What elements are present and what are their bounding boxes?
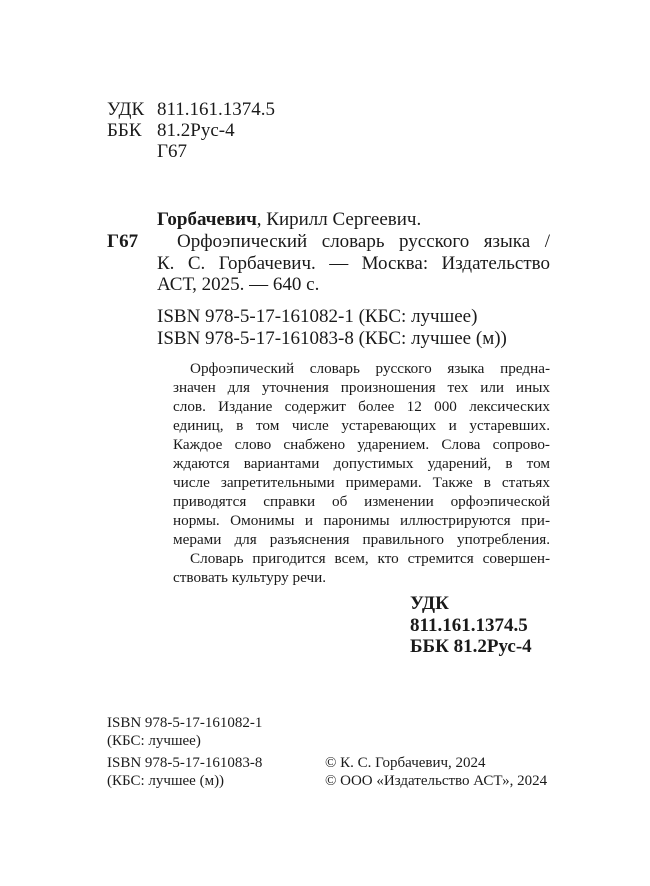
isbn-line: ISBN 978-5-17-161083-8 (КБС: лучшее (м)) [157, 327, 507, 349]
author-surname: Горбачевич [157, 209, 257, 230]
isbn-note: (КБС: лучшее) [107, 733, 201, 749]
annotation-line: Словарь пригодится всем, кто стремится совершен- [190, 550, 550, 567]
author-code: Г67 [157, 141, 187, 162]
right-classification [410, 593, 532, 658]
author-name: , Кирилл Сергеевич. [256, 209, 422, 230]
udk-label: УДК [410, 593, 449, 614]
annotation-line: ждаются вариантами допустимых ударений, в том [173, 455, 550, 472]
copyright-publisher: © ООО «Издательство АСТ», 2024 [325, 773, 548, 789]
udk-value: 811.161.1374.5 [410, 614, 528, 636]
bbk-value: 81.2Рус-4 [157, 120, 235, 141]
footer-isbn [107, 714, 262, 790]
bib-line: К. С. Горбачевич. — Москва: Издательство [157, 252, 550, 274]
author-line [157, 209, 421, 230]
udk-header [107, 99, 276, 120]
annotation [173, 359, 550, 587]
udk-label: УДК [107, 99, 145, 120]
annotation-line: числе запретительными примерами. Также в статьях [173, 474, 550, 491]
bib-line: АСТ, 2025. — 640 с. [157, 274, 320, 295]
isbn-line: ISBN 978-5-17-161082-1 [107, 715, 263, 731]
annotation-line: приводятся справки об изменении орфоэпической [173, 493, 550, 510]
bbk-header [107, 120, 235, 141]
copyright [325, 754, 547, 790]
bib-line: Орфоэпический словарь русского языка / [177, 231, 550, 252]
annotation-line: значен для уточнения произношения тех или иных [173, 379, 550, 396]
annotation-line: Орфоэпический словарь русского языка предна- [190, 360, 550, 377]
annotation-line: ствовать культуру речи. [173, 569, 327, 586]
isbn-line: ISBN 978-5-17-161083-8 [107, 755, 263, 771]
bib-code: Г67 [107, 231, 139, 252]
isbn-note: (КБС: лучшее (м)) [107, 773, 225, 789]
isbn-line: ISBN 978-5-17-161082-1 (КБС: лучшее) [157, 306, 478, 327]
bib-description [157, 231, 550, 296]
annotation-line: слов. Издание содержит более 12 000 лексических [173, 398, 550, 415]
annotation-line: Каждое слово снабжено ударением. Слова сопрово- [173, 436, 550, 453]
copyright-author: © К. С. Горбачевич, 2024 [325, 755, 486, 771]
annotation-line: мерами для разъяснения правильного употребления. [173, 531, 550, 548]
annotation-line: единиц, в том числе устаревающих и устаревших. [173, 417, 550, 434]
annotation-line: нормы. Омонимы и паронимы иллюстрируются при- [173, 512, 550, 529]
bib-isbn [157, 306, 550, 349]
bbk-value: ББК 81.2Рус-4 [410, 636, 532, 657]
bbk-label: ББК [107, 120, 142, 141]
udk-value: 811.161.1374.5 [157, 99, 276, 120]
